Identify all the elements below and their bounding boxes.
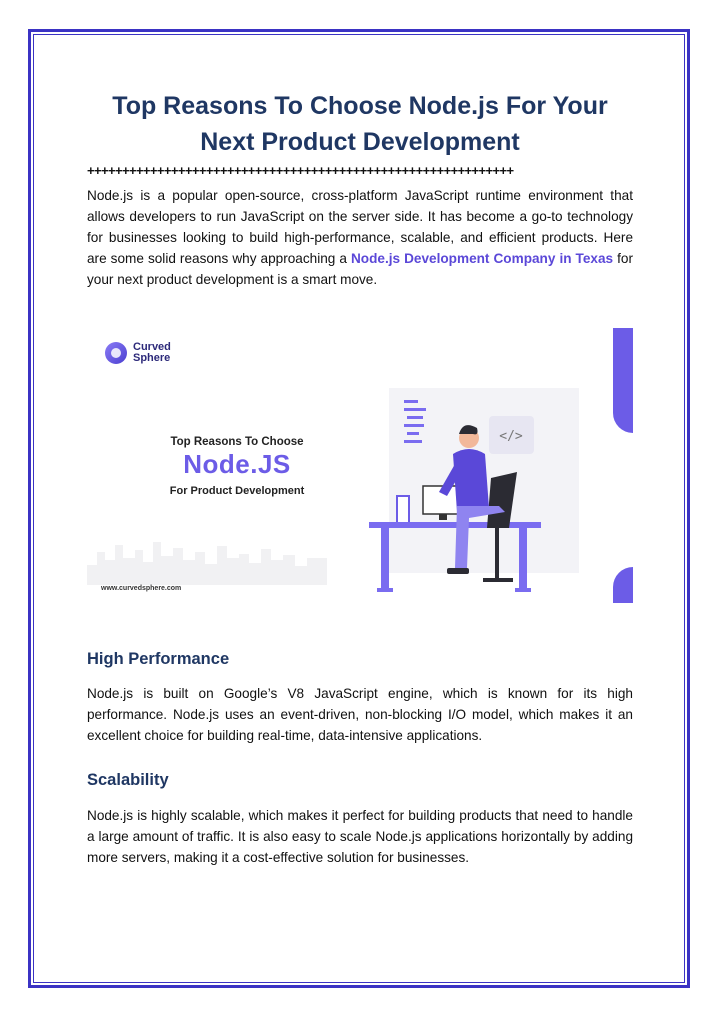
separator-line: +++++++++++++++++++++++++++++++++++++++++++++++++++++++++++++: [87, 163, 514, 178]
banner-accent-bottom: [613, 567, 633, 603]
section-body-high-performance: Node.js is built on Google’s V8 JavaScript engine, which is known for its high performance. Node.js uses an event-driven, non-blocking I/O model, which makes it an excellent choice for building real-time, data-intensive applications.: [87, 686, 633, 743]
section-body-scalability: Node.js is highly scalable, which makes it perfect for building products that need to handle a large amount of traffic. It is also easy to scale Node.js applications horizontally by adding more servers, making it a cost-effective solution for businesses.: [87, 808, 633, 865]
page-title: [87, 88, 633, 160]
title-line-1: Top Reasons To Choose Node.js For Your: [112, 92, 608, 120]
logo-icon: [105, 342, 127, 364]
banner-accent-top: [613, 328, 633, 433]
banner-url: www.curvedsphere.com: [101, 585, 182, 592]
code-symbol: </>: [499, 429, 523, 444]
banner-image: [87, 328, 633, 603]
developer-illustration-icon: [359, 388, 599, 598]
title-line-2: Next Product Development: [200, 128, 520, 156]
city-skyline-icon: [87, 530, 327, 585]
company-link[interactable]: Node.js Development Company in Texas: [350, 251, 614, 266]
section-heading-high-performance: High Performance: [87, 650, 230, 668]
banner-heading-line3: For Product Development: [169, 485, 305, 497]
intro-paragraph: [87, 185, 633, 290]
logo-text-line1: Curved: [133, 341, 171, 353]
banner-heading-line1: Top Reasons To Choose: [170, 436, 304, 448]
brand-logo: [105, 342, 171, 364]
logo-text-line2: Sphere: [133, 352, 171, 364]
section-heading-scalability: Scalability: [87, 771, 169, 789]
banner-heading-nodejs: Node.JS: [183, 449, 291, 479]
intro-text-end: for your next product development is a smart move.: [87, 251, 633, 287]
intro-text: Node.js is a popular open-source, cross-platform JavaScript runtime environment that allows developers to run JavaScript on the server side. It has become a go-to technology for businesses looking to build high-performance, scalable, and efficient products. Here are some solid reasons why approaching a: [87, 188, 633, 266]
